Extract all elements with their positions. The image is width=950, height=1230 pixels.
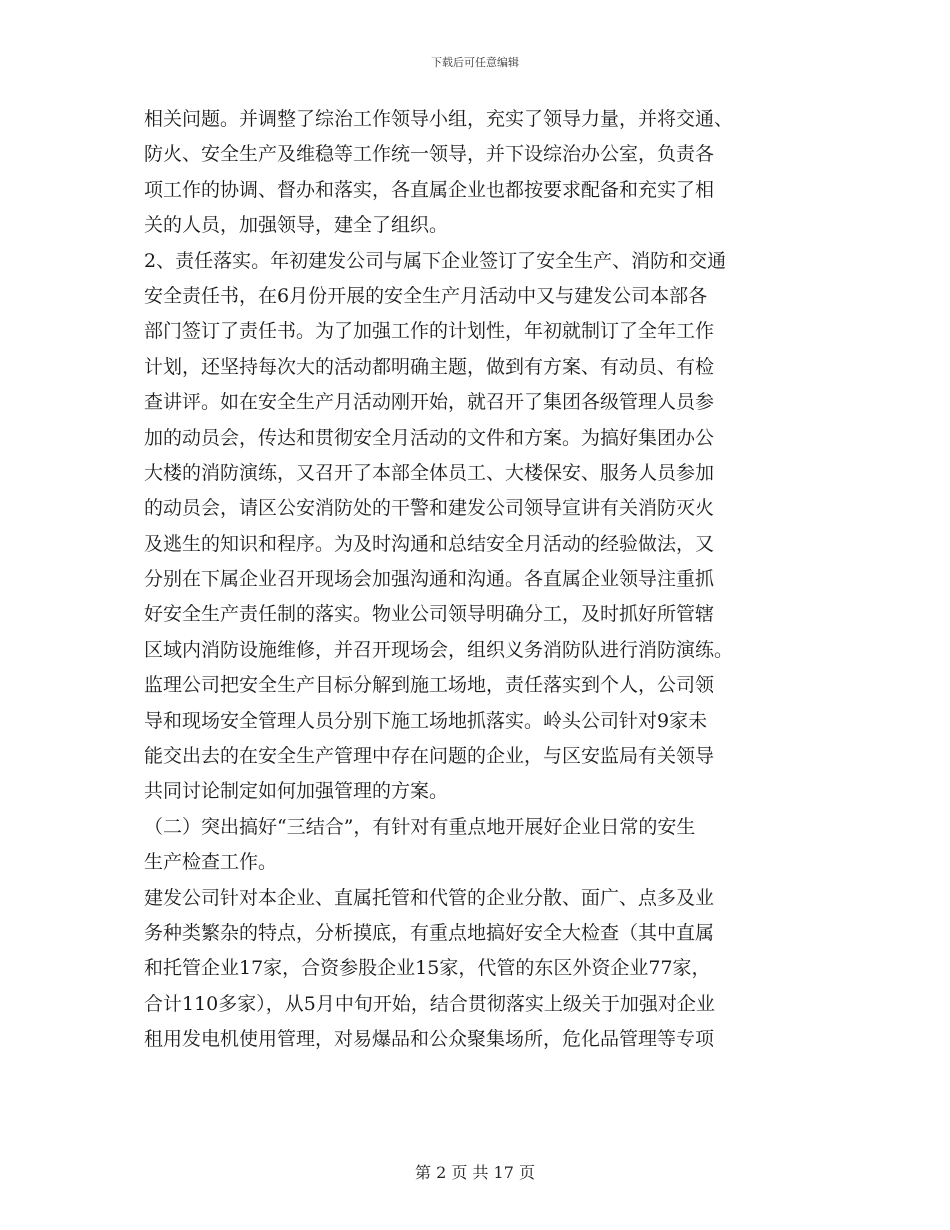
text-line: 区域内消防设施维修，并召开现场会，组织义务消防队进行消防演练。 xyxy=(144,638,734,661)
text-line: 建发公司针对本企业、直属托管和代管的企业分散、面广、点多及业 xyxy=(144,886,715,909)
text-line: 加的动员会，传达和贯彻安全月活动的文件和方案。为搞好集团办公 xyxy=(144,426,715,449)
text-line: 大楼的消防演练，又召开了本部全体员工、大楼保安、服务人员参加 xyxy=(144,461,715,484)
text-line: （二）突出搞好“三结合”，有针对有重点地开展好企业日常的安生 xyxy=(144,815,696,838)
text-line: 共同讨论制定如何加强管理的方案。 xyxy=(144,780,449,803)
text-line: 好安全生产责任制的落实。物业公司领导明确分工，及时抓好所管辖 xyxy=(144,603,715,626)
text-line: 合计110多家），从5月中旬开始，结合贯彻落实上级关于加强对企业 xyxy=(144,992,715,1015)
text-line: 生产检查工作。 xyxy=(144,851,278,874)
text-line: 计划，还坚持每次大的活动都明确主题，做到有方案、有动员、有检 xyxy=(144,355,715,378)
page-number-footer: 第 2 页 共 17 页 xyxy=(415,1163,535,1182)
text-line: 关的人员，加强领导，建全了组织。 xyxy=(144,214,449,237)
text-line: 及逃生的知识和程序。为及时沟通和总结安全月活动的经验做法，又 xyxy=(144,532,715,555)
text-line: 项工作的协调、督办和落实，各直属企业也都按要求配备和充实了相 xyxy=(144,178,715,201)
text-line: 的动员会，请区公安消防处的干警和建发公司领导宣讲有关消防灭火 xyxy=(144,497,715,520)
page-header: 下载后可任意编辑 xyxy=(431,56,519,69)
text-line: 分别在下属企业召开现场会加强沟通和沟通。各直属企业领导注重抓 xyxy=(144,568,715,591)
text-line: 部门签订了责任书。为了加强工作的计划性，年初就制订了全年工作 xyxy=(144,320,715,343)
text-line: 能交出去的在安全生产管理中存在问题的企业，与区安监局有关领导 xyxy=(144,745,715,768)
text-line: 租用发电机使用管理，对易爆品和公众聚集场所，危化品管理等专项 xyxy=(144,1028,715,1051)
text-line: 相关问题。并调整了综治工作领导小组，充实了领导力量，并将交通、 xyxy=(144,108,734,130)
text-line: 和托管企业17家，合资参股企业15家，代管的东区外资企业77家， xyxy=(144,957,711,980)
text-line: 安全责任书，在6月份开展的安全生产月活动中又与建发公司本部各 xyxy=(144,284,708,307)
text-line: 2、责任落实。年初建发公司与属下企业签订了安全生产、消防和交通 xyxy=(144,249,727,272)
text-line: 务种类繁杂的特点，分析摸底，有重点地搞好安全大检查（其中直属 xyxy=(144,921,715,944)
text-line: 防火、安全生产及维稳等工作统一领导，并下设综治办公室，负责各 xyxy=(144,143,715,166)
text-line: 查讲评。如在安全生产月活动刚开始，就召开了集团各级管理人员参 xyxy=(144,391,715,414)
text-line: 导和现场安全管理人员分别下施工场地抓落实。岭头公司针对9家未 xyxy=(144,709,708,732)
document-body xyxy=(144,102,824,1058)
text-line: 监理公司把安全生产目标分解到施工场地，责任落实到个人，公司领 xyxy=(144,674,715,697)
